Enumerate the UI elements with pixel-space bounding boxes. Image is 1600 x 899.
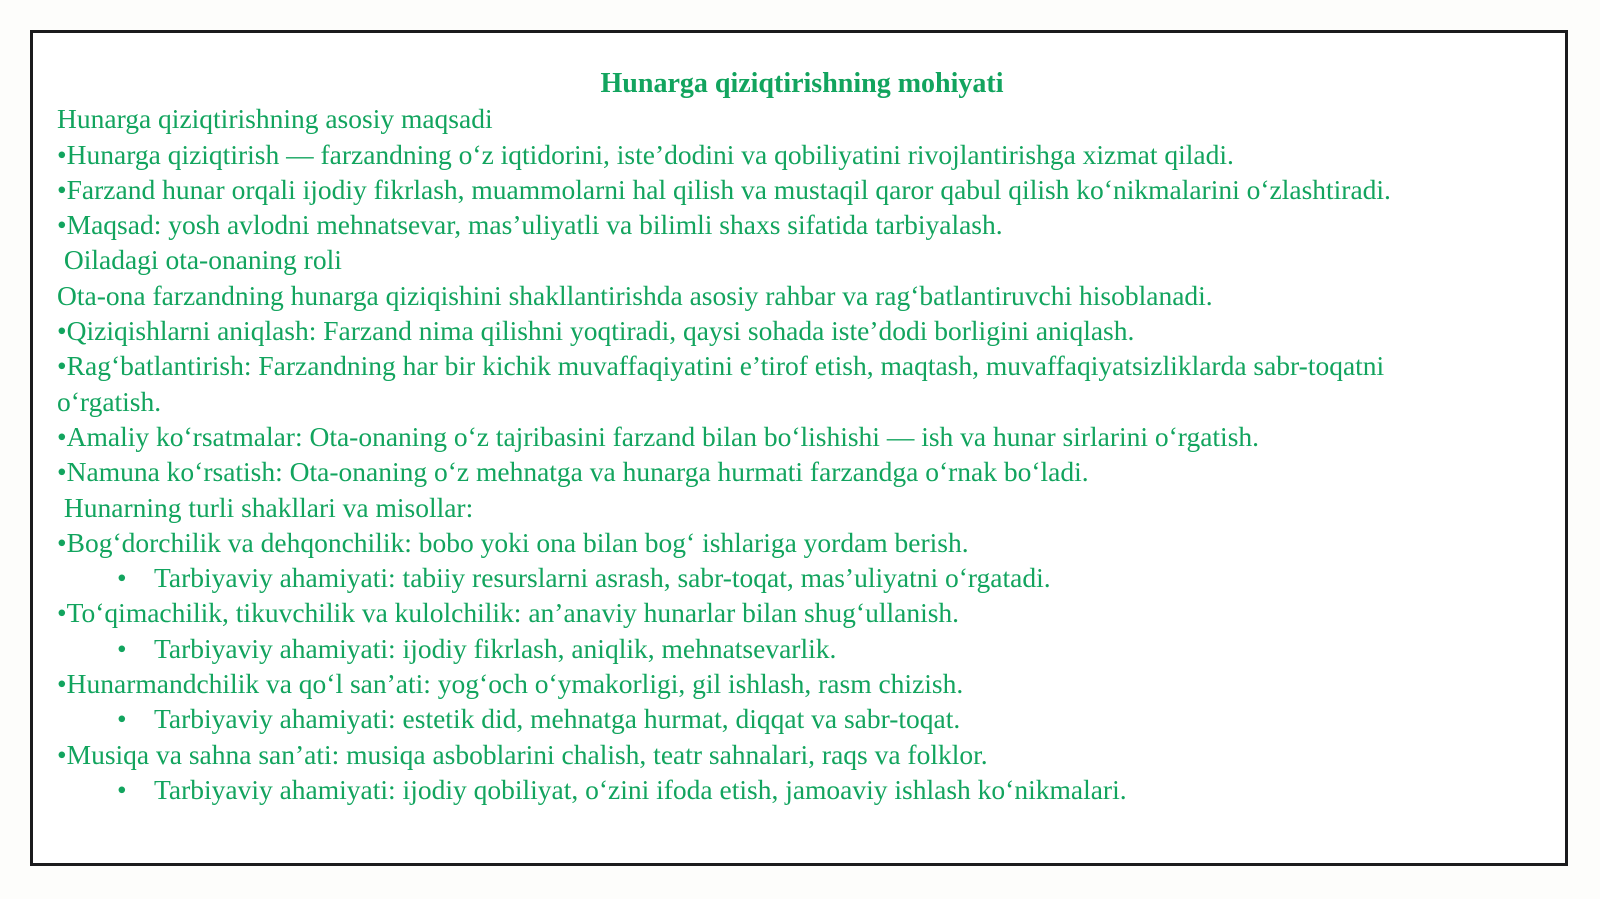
text-line [57, 490, 1547, 525]
text-line [57, 137, 1547, 172]
line-text: Amaliy ko‘rsatmalar: Ota-onaning o‘z tajribasini farzand bilan bo‘lishishi — ish va hunar sirlarini o‘rgatish. [66, 420, 1260, 452]
line-text: To‘qimachilik, tikuvchilik va kulolchilik: an’anaviy hunarlar bilan shug‘ullanish. [66, 597, 960, 629]
line-text: Ota-ona farzandning hunarga qiziqishini shakllantirishda asosiy rahbar va rag‘batlantiruvchi hisoblanadi. [57, 279, 1213, 311]
line-text: Oiladagi ota-onaning roli [57, 244, 342, 276]
bullet-icon: • [57, 668, 67, 700]
document-page [30, 30, 1568, 866]
bullet-icon: • [57, 173, 67, 205]
text-line [57, 348, 1547, 383]
text-line [57, 666, 1547, 701]
line-text: o‘rgatish. [57, 385, 162, 417]
line-text: Hunarning turli shakllari va misollar: [57, 491, 474, 523]
text-line [57, 701, 1547, 736]
bullet-icon: • [57, 420, 67, 452]
line-text: Tarbiyaviy ahamiyati: tabiiy resurslarni asrash, sabr-toqat, mas’uliyatni o‘rgatadi. [154, 562, 1051, 594]
bullet-icon: • [57, 138, 67, 170]
text-line [57, 631, 1547, 666]
bullet-icon: • [57, 315, 67, 347]
line-text: Musiqa va sahna san’ati: musiqa asboblarini chalish, teatr sahnalari, raqs va folklor. [66, 738, 988, 770]
bullet-icon: • [117, 562, 127, 594]
line-text: Tarbiyaviy ahamiyati: ijodiy fikrlash, aniqlik, mehnatsevarlik. [154, 632, 837, 664]
text-line [57, 595, 1547, 630]
document-content [33, 33, 1565, 807]
text-line [57, 454, 1547, 489]
text-line [57, 384, 1547, 419]
line-text: Tarbiyaviy ahamiyati: estetik did, mehnatga hurmat, diqqat va sabr-toqat. [154, 703, 961, 735]
bullet-icon: • [117, 773, 127, 805]
text-line [57, 207, 1547, 242]
text-line [57, 278, 1547, 313]
bullet-icon: • [57, 597, 67, 629]
line-text: Hunarga qiziqtirishning asosiy maqsadi [57, 103, 493, 135]
text-line [57, 737, 1547, 772]
bullet-icon: • [57, 526, 67, 558]
text-line [57, 525, 1547, 560]
text-line [57, 242, 1547, 277]
line-text: Farzand hunar orqali ijodiy fikrlash, muammolarni hal qilish va mustaqil qaror qabul qilish ko‘nikmalarini o‘zlashtiradi. [66, 173, 1391, 205]
bullet-icon: • [57, 456, 67, 488]
text-line [57, 172, 1547, 207]
text-line [57, 560, 1547, 595]
text-line [57, 313, 1547, 348]
text-line [57, 419, 1547, 454]
page-title: Hunarga qiziqtirishning mohiyati [600, 68, 1004, 99]
text-line [57, 772, 1547, 807]
text-line [57, 101, 1547, 136]
content-lines [57, 101, 1547, 807]
bullet-icon: • [57, 738, 67, 770]
line-text: Maqsad: yosh avlodni mehnatsevar, mas’uliyatli va bilimli shaxs sifatida tarbiyalash. [66, 209, 1003, 241]
line-text: Bog‘dorchilik va dehqonchilik: bobo yoki ona bilan bog‘ ishlariga yordam berish. [66, 526, 969, 558]
line-text: Namuna ko‘rsatish: Ota-onaning o‘z mehnatga va hunarga hurmati farzandga o‘rnak bo‘ladi. [66, 456, 1089, 488]
bullet-icon: • [57, 209, 67, 241]
bullet-icon: • [117, 632, 127, 664]
line-text: Hunarmandchilik va qo‘l san’ati: yog‘och o‘ymakorligi, gil ishlash, rasm chizish. [66, 668, 964, 700]
bullet-icon: • [57, 350, 67, 382]
line-text: Rag‘batlantirish: Farzandning har bir kichik muvaffaqiyatini e’tirof etish, maqtash, muvaffaqiyatsizliklarda sabr-toqatni [66, 350, 1385, 382]
line-text: Hunarga qiziqtirish — farzandning o‘z iqtidorini, iste’dodini va qobiliyatini rivojlantirishga xizmat qiladi. [66, 138, 1234, 170]
bullet-icon: • [117, 703, 127, 735]
line-text: Tarbiyaviy ahamiyati: ijodiy qobiliyat, o‘zini ifoda etish, jamoaviy ishlash ko‘nikmalari. [154, 773, 1127, 805]
line-text: Qiziqishlarni aniqlash: Farzand nima qilishni yoqtiradi, qaysi sohada iste’dodi borligini aniqlash. [66, 315, 1135, 347]
